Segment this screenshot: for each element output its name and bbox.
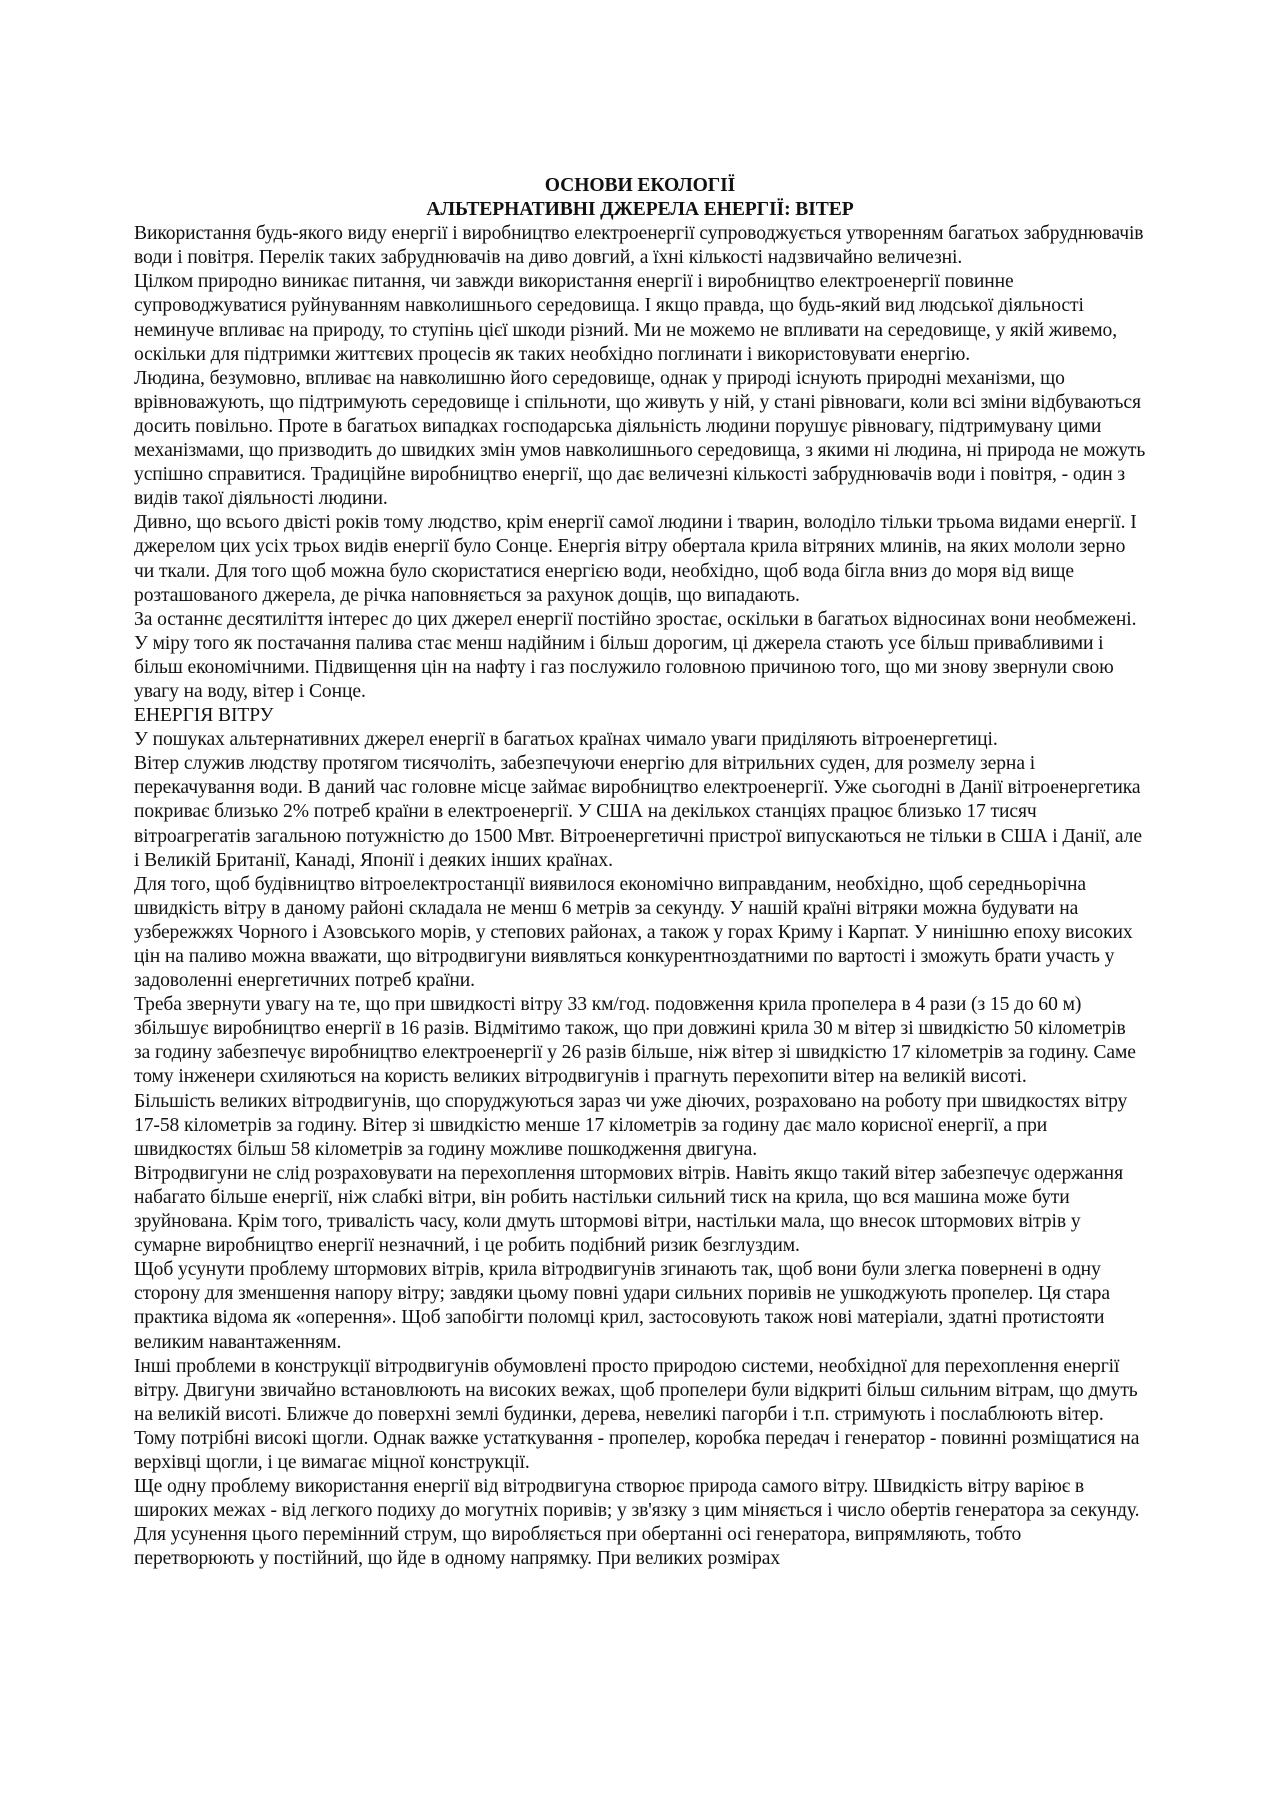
paragraph: Використання будь-якого виду енергії і виробництво електроенергії супроводжується утворенням багатьох забруднювачів води і повітря. Перелік таких забруднювачів на диво довгий, а їхні кількості надзвичайно величезні. (134, 223, 1144, 269)
paragraph: За останнє десятиліття інтерес до цих джерел енергії постійно зростає, оскільки в багатьох відносинах вони необмежені. У міру того як постачання палива стає менш надійним і більш дорогим, ці джерела стають усе більш привабливими і більш економічними. Підвищення цін на нафту і газ послужило головною причиною того, що ми знову звернули свою увагу на воду, вітер і Сонце. (134, 608, 1137, 702)
paragraph: Цілком природно виникає питання, чи завжди використання енергії і виробництво електроенергії повинне супроводжуватися руйнуванням навколишнього середовища. І якщо правда, що будь-який вид людської діяльності неминуче впливає на природу, то ступінь цієї шкоди різний. Ми не можемо не впливати на середовище, у якій живемо, оскільки для підтримки життєвих процесів як таких необхідно поглинати і використовувати енергію. (134, 271, 1118, 365)
paragraph: У пошуках альтернативних джерел енергії в багатьох країнах чимало уваги приділяють вітроенергетиці. (134, 729, 998, 751)
paragraph: Вітер служив людству протягом тисячоліть, забезпечуючи енергію для вітрильних суден, для розмелу зерна і перекачування води. В даний час головне місце займає виробництво електроенергії. Уже сьогодні в Данії вітроенергетика покриває близько 2% потреб країни в електроенергії. У США на декількох станціях працює близько 17 тисяч вітроагрегатів загальною потужністю до 1500 Мвт. Вітроенергетичні пристрої випускаються не тільки в США і Данії, але і Великій Британії, Канаді, Японії і деяких інших країнах. (134, 753, 1142, 871)
paragraph: Інші проблеми в конструкції вітродвигунів обумовлені просто природою системи, необхідної для перехоплення енергії вітру. Двигуни звичайно встановлюють на високих вежах, щоб пропелери були відкриті більш сильним вітрам, що дмуть на великій висоті. Ближче до поверхні землі будинки, дерева, невеликі пагорби і т.п. стримують і послаблюють вітер. Тому потрібні високі щогли. Однак важке устаткування - пропелер, коробка передач і генератор - повинні розміщатися на верхівці щогли, і це вимагає міцної конструкції. (134, 1355, 1140, 1473)
paragraph: Щоб усунути проблему штормових вітрів, крила вітродвигунів згинають так, щоб вони були злегка повернені в одну сторону для зменшення напору вітру; завдяки цьому повні удари сильних поривів не ушкоджують пропелер. Ця стара практика відома як «оперення». Щоб запобігти поломці крил, застосовують також нові матеріали, здатні протистояти великим навантаженням. (134, 1259, 1110, 1353)
paragraph: Дивно, що всього двісті років тому людство, крім енергії самої людини і тварин, володіло тільки трьома видами енергії. І джерелом цих усіх трьох видів енергії було Сонце. Енергія вітру обертала крила вітряних млинів, на яких мололи зерно чи ткали. Для того щоб можна було скористатися енергією води, необхідно, щоб вода бігла вниз до моря від вище розташованого джерела, де річка наповняється за рахунок дощів, що випадають. (134, 512, 1137, 606)
paragraph: Вітродвигуни не слід розраховувати на перехоплення штормових вітрів. Навіть якщо такий вітер забезпечує одержання набагато більше енергії, ніж слабкі вітри, він робить настільки сильний тиск на крила, що вся машина може бути зруйнована. Крім того, тривалість часу, коли дмуть штормові вітри, настільки мала, що внесок штормових вітрів у сумарне виробництво енергії незначний, і це робить подібний ризик безглуздим. (134, 1162, 1123, 1257)
document-title: ОСНОВИ ЕКОЛОГІЇ (544, 175, 736, 196)
section-heading: ЕНЕРГІЯ ВІТРУ (134, 705, 274, 727)
paragraph: Треба звернути увагу на те, що при швидкості вітру 33 км/год. подовження крила пропелера в 4 рази (з 15 до 60 м) збільшує виробництво енергії в 16 разів. Відмітимо також, що при довжині крила 30 м вітер зі швидкістю 50 кілометрів за годину забезпечує виробництво електроенергії у 26 разів більше, ніж вітер зі швидкістю 17 кілометрів за годину. Саме тому інженери схиляються на користь великих вітродвигунів і прагнуть перехопити вітер на великій висоті. (134, 994, 1136, 1088)
document-subtitle: АЛЬТЕРНАТИВНІ ДЖЕРЕЛА ЕНЕРГІЇ: ВІТЕР (426, 199, 854, 221)
paragraph: Людина, безумовно, впливає на навколишню його середовище, однак у природі існують природні механізми, що врівноважують, що підтримують середовище і спільноти, що живуть у ній, у стані рівноваги, коли всі зміни відбуваються досить повільно. Проте в багатьох випадках господарська діяльність людини порушує рівновагу, підтримувану цими механізмами, що призводить до швидких змін умов навколишнього середовища, з якими ні людина, ні природа не можуть успішно справитися. Традиційне виробництво енергії, що дає величезні кількості забруднювачів води і повітря, - один з видів такої діяльності людини. (134, 367, 1146, 510)
paragraph: Ще одну проблему використання енергії від вітродвигуна створює природа самого вітру. Швидкість вітру варіює в широких межах - від легкого подиху до могутніх поривів; у зв'язку з цим міняється і число обертів генератора за секунду. Для усунення цього перемінний струм, що виробляється при обертанні осі генератора, випрямляють, тобто перетворюють у постійний, що йде в одному напрямку. При великих розмірах (134, 1476, 1140, 1570)
document-page (134, 174, 1146, 1571)
paragraph: Більшість великих вітродвигунів, що споруджуються зараз чи уже діючих, розраховано на роботу при швидкостях вітру 17-58 кілометрів за годину. Вітер зі швидкістю менше 17 кілометрів за годину дає мало корисної енергії, а при швидкостях більш 58 кілометрів за годину можливе пошкодження двигуна. (134, 1090, 1128, 1160)
paragraph: Для того, щоб будівництво вітроелектростанції виявилося економічно виправданим, необхідно, щоб середньорічна швидкість вітру в даному районі складала не менш 6 метрів за секунду. У нашій країні вітряки можна будувати на узбережжях Чорного і Азовського морів, у степових районах, а також у горах Криму і Карпат. У нинішню епоху високих цін на паливо можна вважати, що вітродвигуни виявляться конкурентноздатними по вартості і зможуть брати участь у задоволенні енергетичних потреб країни. (134, 873, 1133, 992)
